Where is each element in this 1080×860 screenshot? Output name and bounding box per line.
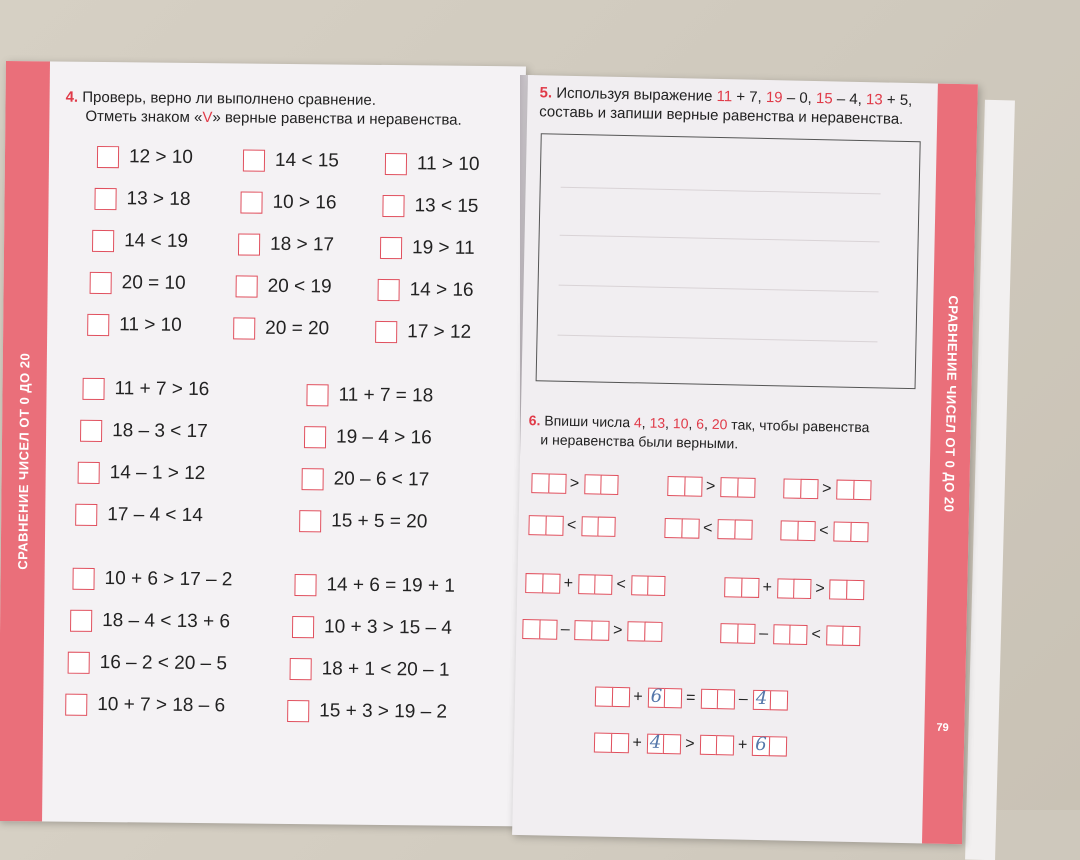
answer-cell[interactable]	[717, 519, 751, 540]
answer-cell[interactable]	[531, 473, 565, 494]
sign: +	[762, 579, 773, 597]
checkbox[interactable]	[304, 426, 326, 448]
g3-item[interactable]	[294, 574, 455, 598]
sign: >	[685, 735, 695, 753]
checkbox[interactable]	[90, 272, 112, 294]
comparison-text: 18 > 17	[269, 233, 335, 256]
comparison-text: 10 > 16	[272, 191, 337, 214]
comparison-text: 12 > 10	[128, 146, 194, 168]
comparison-text: 17 – 4 < 14	[107, 504, 203, 527]
g3-item[interactable]	[290, 658, 450, 682]
answer-cell[interactable]	[667, 476, 701, 497]
answer-cell[interactable]	[784, 478, 818, 499]
answer-cell[interactable]	[631, 575, 665, 596]
g1-item[interactable]	[380, 237, 475, 260]
answer-cell[interactable]	[724, 577, 758, 598]
inequality-row	[528, 515, 867, 542]
comparison-text: 17 > 12	[407, 321, 472, 343]
left-band-label: СРАВНЕНИЕ ЧИСЕЛ ОТ 0 ДО 20	[15, 352, 33, 570]
answer-cell[interactable]	[720, 477, 754, 498]
sign: +	[632, 734, 642, 752]
checkbox[interactable]	[238, 233, 260, 255]
g1-item[interactable]	[92, 230, 188, 253]
checkbox[interactable]	[302, 468, 324, 490]
g2-item[interactable]	[75, 504, 203, 527]
task5-answer-frame[interactable]	[536, 133, 921, 389]
answer-cell[interactable]	[781, 520, 815, 541]
answer-cell[interactable]	[753, 687, 787, 711]
expr-num: 15	[815, 90, 833, 108]
checkbox[interactable]	[68, 652, 90, 674]
comparison-text: 15 + 5 = 20	[331, 510, 428, 533]
comparison-text: 16 – 2 < 20 – 5	[99, 652, 228, 675]
answer-cell[interactable]	[700, 689, 734, 710]
expr-num: 13	[865, 91, 883, 109]
show-through-line	[559, 285, 879, 293]
comparison-text: 20 < 19	[267, 275, 332, 298]
g2-item[interactable]	[306, 384, 433, 407]
comparison-text: 10 + 6 > 17 – 2	[104, 568, 233, 591]
answer-cell[interactable]	[699, 735, 733, 756]
g1-item[interactable]	[238, 233, 334, 256]
task4-title	[65, 88, 462, 130]
answer-cell[interactable]	[581, 516, 615, 537]
answer-cell[interactable]	[833, 522, 867, 543]
show-through-line	[561, 187, 881, 195]
checkbox[interactable]	[94, 188, 116, 210]
task5-line2: составь и запиши верные равенства и неравенства.	[539, 103, 904, 128]
g2-item[interactable]	[80, 420, 208, 443]
checkbox[interactable]	[75, 504, 97, 526]
comparison-text: 11 > 10	[416, 153, 480, 175]
sign: <	[819, 522, 829, 540]
comparison-text: 14 + 6 = 19 + 1	[326, 574, 456, 597]
comparison-text: 18 – 3 < 17	[112, 420, 208, 443]
g1-item[interactable]	[233, 317, 329, 340]
checkbox[interactable]	[287, 700, 309, 722]
sign: >	[815, 580, 825, 598]
checkbox[interactable]	[240, 191, 262, 213]
expr-num: 19	[765, 88, 783, 107]
task5-number: 5.	[539, 84, 553, 102]
sign: –	[738, 690, 748, 708]
answer-cell[interactable]	[829, 579, 863, 600]
equation-row	[595, 687, 787, 711]
checkbox[interactable]	[375, 321, 397, 343]
checkbox[interactable]	[294, 574, 316, 596]
comparison-text: 13 < 15	[414, 195, 479, 217]
g2-item[interactable]	[299, 510, 427, 533]
show-through-line	[558, 335, 878, 343]
equation-row	[594, 733, 786, 757]
answer-cell[interactable]	[647, 731, 681, 755]
checkbox[interactable]	[378, 279, 400, 301]
comparison-text: 10 + 3 > 15 – 4	[323, 616, 453, 639]
left-side-band	[0, 61, 50, 821]
checkbox[interactable]	[65, 694, 87, 716]
task6-number: 6.	[528, 412, 541, 429]
task6-text: Впиши числа	[544, 412, 635, 431]
checkbox[interactable]	[292, 616, 314, 638]
show-through-line	[560, 235, 880, 243]
checkbox[interactable]	[80, 420, 102, 442]
comparison-text: 20 = 10	[121, 272, 186, 294]
comparison-text: 10 + 7 > 18 – 6	[97, 693, 226, 717]
answer-cell[interactable]	[721, 623, 755, 644]
answer-cell[interactable]	[627, 621, 661, 642]
task5-text: Используя выражение	[556, 84, 717, 105]
g2-item[interactable]	[302, 468, 430, 491]
g1-item[interactable]	[90, 272, 186, 295]
checkbox[interactable]	[82, 378, 104, 400]
given-number: 13	[649, 414, 666, 431]
given-number: 4	[633, 414, 642, 431]
answer-cell[interactable]	[777, 578, 811, 599]
checkbox[interactable]	[382, 195, 404, 217]
sign: =	[685, 689, 696, 707]
sign: +	[563, 574, 574, 593]
sign: >	[612, 621, 623, 640]
checkbox[interactable]	[78, 462, 100, 484]
checkbox[interactable]	[243, 149, 265, 171]
answer-cell[interactable]	[773, 624, 807, 645]
g1-item[interactable]	[243, 149, 339, 172]
g3-item[interactable]	[287, 700, 447, 724]
comparison-text: 15 + 3 > 19 – 2	[319, 700, 448, 723]
given-number: 10	[672, 415, 689, 432]
sign: >	[821, 480, 832, 498]
expr-part: + 5,	[886, 91, 913, 110]
comparison-text: 18 + 1 < 20 – 1	[321, 658, 450, 681]
checkbox[interactable]	[97, 146, 119, 168]
comparison-text: 13 > 18	[126, 188, 191, 210]
answer-cell[interactable]	[525, 573, 559, 594]
expr-part: – 0,	[786, 89, 817, 108]
g3-item[interactable]	[72, 568, 232, 592]
checkbox[interactable]	[299, 510, 321, 532]
g3-item[interactable]	[292, 616, 452, 640]
handwritten-digit: 4	[649, 731, 662, 753]
task4-line1: Проверь, верно ли выполнено сравнение.	[82, 88, 377, 109]
g1-item[interactable]	[97, 146, 193, 169]
expr-part: – 4,	[836, 90, 867, 109]
given-number: 20	[711, 415, 728, 433]
g1-item[interactable]	[94, 188, 190, 211]
g1-item[interactable]	[385, 153, 480, 176]
answer-cell[interactable]	[595, 687, 629, 708]
checkbox[interactable]	[70, 610, 92, 632]
answer-cell[interactable]	[584, 474, 618, 495]
task6-title: 6. Впиши числа 4, 13, 10, 6, 20 так, чтобы равенства и неравенства были верными.	[528, 412, 870, 452]
comparison-text: 11 + 7 > 16	[114, 378, 210, 401]
comparison-text: 20 – 6 < 17	[333, 468, 430, 491]
sign: –	[759, 624, 769, 643]
checkbox[interactable]	[233, 317, 255, 339]
answer-cell[interactable]	[836, 480, 870, 501]
comparison-text: 14 – 1 > 12	[109, 462, 206, 485]
comparison-text: 14 < 19	[124, 230, 189, 252]
answer-cell[interactable]	[826, 625, 860, 646]
comparison-text: 20 = 20	[265, 317, 330, 340]
handwritten-digit: 4	[755, 687, 768, 710]
checkbox[interactable]	[87, 314, 109, 336]
workbook-spread	[0, 55, 1080, 810]
comparison-text: 11 > 10	[119, 314, 182, 336]
checkbox[interactable]	[290, 658, 312, 680]
comparison-text: 11 + 7 = 18	[338, 384, 434, 407]
comparison-text: 19 > 11	[411, 237, 475, 259]
task4-line2a: Отметь знаком «	[85, 107, 203, 127]
task4-mark: V	[202, 109, 213, 127]
sign: <	[811, 626, 822, 644]
right-page	[512, 75, 978, 844]
sign: –	[560, 620, 570, 638]
right-band-label: СРАВНЕНИЕ ЧИСЕЛ ОТ 0 ДО 20	[941, 295, 961, 513]
sign: <	[566, 516, 577, 535]
answer-cell[interactable]	[528, 515, 562, 536]
sign: <	[702, 519, 713, 537]
g1-item[interactable]	[378, 279, 474, 302]
checkbox[interactable]	[385, 153, 407, 175]
answer-cell[interactable]	[574, 620, 608, 641]
comparison-text: 19 – 4 > 16	[335, 426, 432, 449]
comparison-text: 14 > 16	[409, 279, 474, 301]
page-number: 79	[936, 721, 949, 734]
comparison-text: 14 < 15	[274, 149, 340, 172]
g1-item[interactable]	[240, 191, 336, 214]
answer-cell[interactable]	[522, 619, 556, 640]
expr-part: + 7,	[736, 88, 767, 106]
given-number: 6	[696, 415, 705, 432]
g2-item[interactable]	[82, 378, 209, 401]
left-page	[0, 61, 526, 826]
checkbox[interactable]	[380, 237, 402, 259]
sign: <	[616, 575, 627, 594]
sign: +	[633, 688, 643, 706]
expression-row	[522, 619, 859, 646]
expr-num: 11	[716, 87, 733, 106]
g2-item[interactable]	[78, 462, 206, 485]
task5-title	[539, 83, 920, 129]
checkbox[interactable]	[92, 230, 114, 252]
inequality-row	[531, 473, 870, 500]
g1-item[interactable]	[87, 314, 182, 337]
handwritten-digit: 6	[650, 685, 663, 707]
answer-cell[interactable]	[648, 685, 682, 709]
checkbox[interactable]	[72, 568, 94, 590]
sign: >	[705, 477, 716, 496]
g2-item[interactable]	[304, 426, 432, 449]
g3-item[interactable]	[65, 694, 225, 718]
comparison-text: 18 – 4 < 13 + 6	[102, 610, 231, 633]
expression-row	[525, 573, 863, 600]
task4-number: 4.	[65, 88, 79, 106]
g1-item[interactable]	[382, 195, 478, 218]
task4-line2b: » верные равенства и неравенства.	[212, 109, 462, 129]
answer-cell[interactable]	[578, 574, 612, 595]
g1-item[interactable]	[375, 321, 471, 344]
task6-text-b: так, чтобы равенства	[727, 416, 870, 436]
checkbox[interactable]	[306, 384, 328, 406]
answer-cell[interactable]	[664, 518, 698, 539]
checkbox[interactable]	[236, 275, 258, 297]
g1-item[interactable]	[236, 275, 332, 298]
sign: +	[737, 736, 748, 754]
g3-item[interactable]	[68, 652, 228, 676]
answer-cell[interactable]	[752, 733, 786, 757]
task6-line2: и неравенства были верными.	[540, 431, 739, 452]
answer-cell[interactable]	[594, 733, 628, 754]
g3-item[interactable]	[70, 610, 230, 634]
sign: >	[569, 474, 580, 493]
handwritten-digit: 6	[755, 733, 767, 756]
